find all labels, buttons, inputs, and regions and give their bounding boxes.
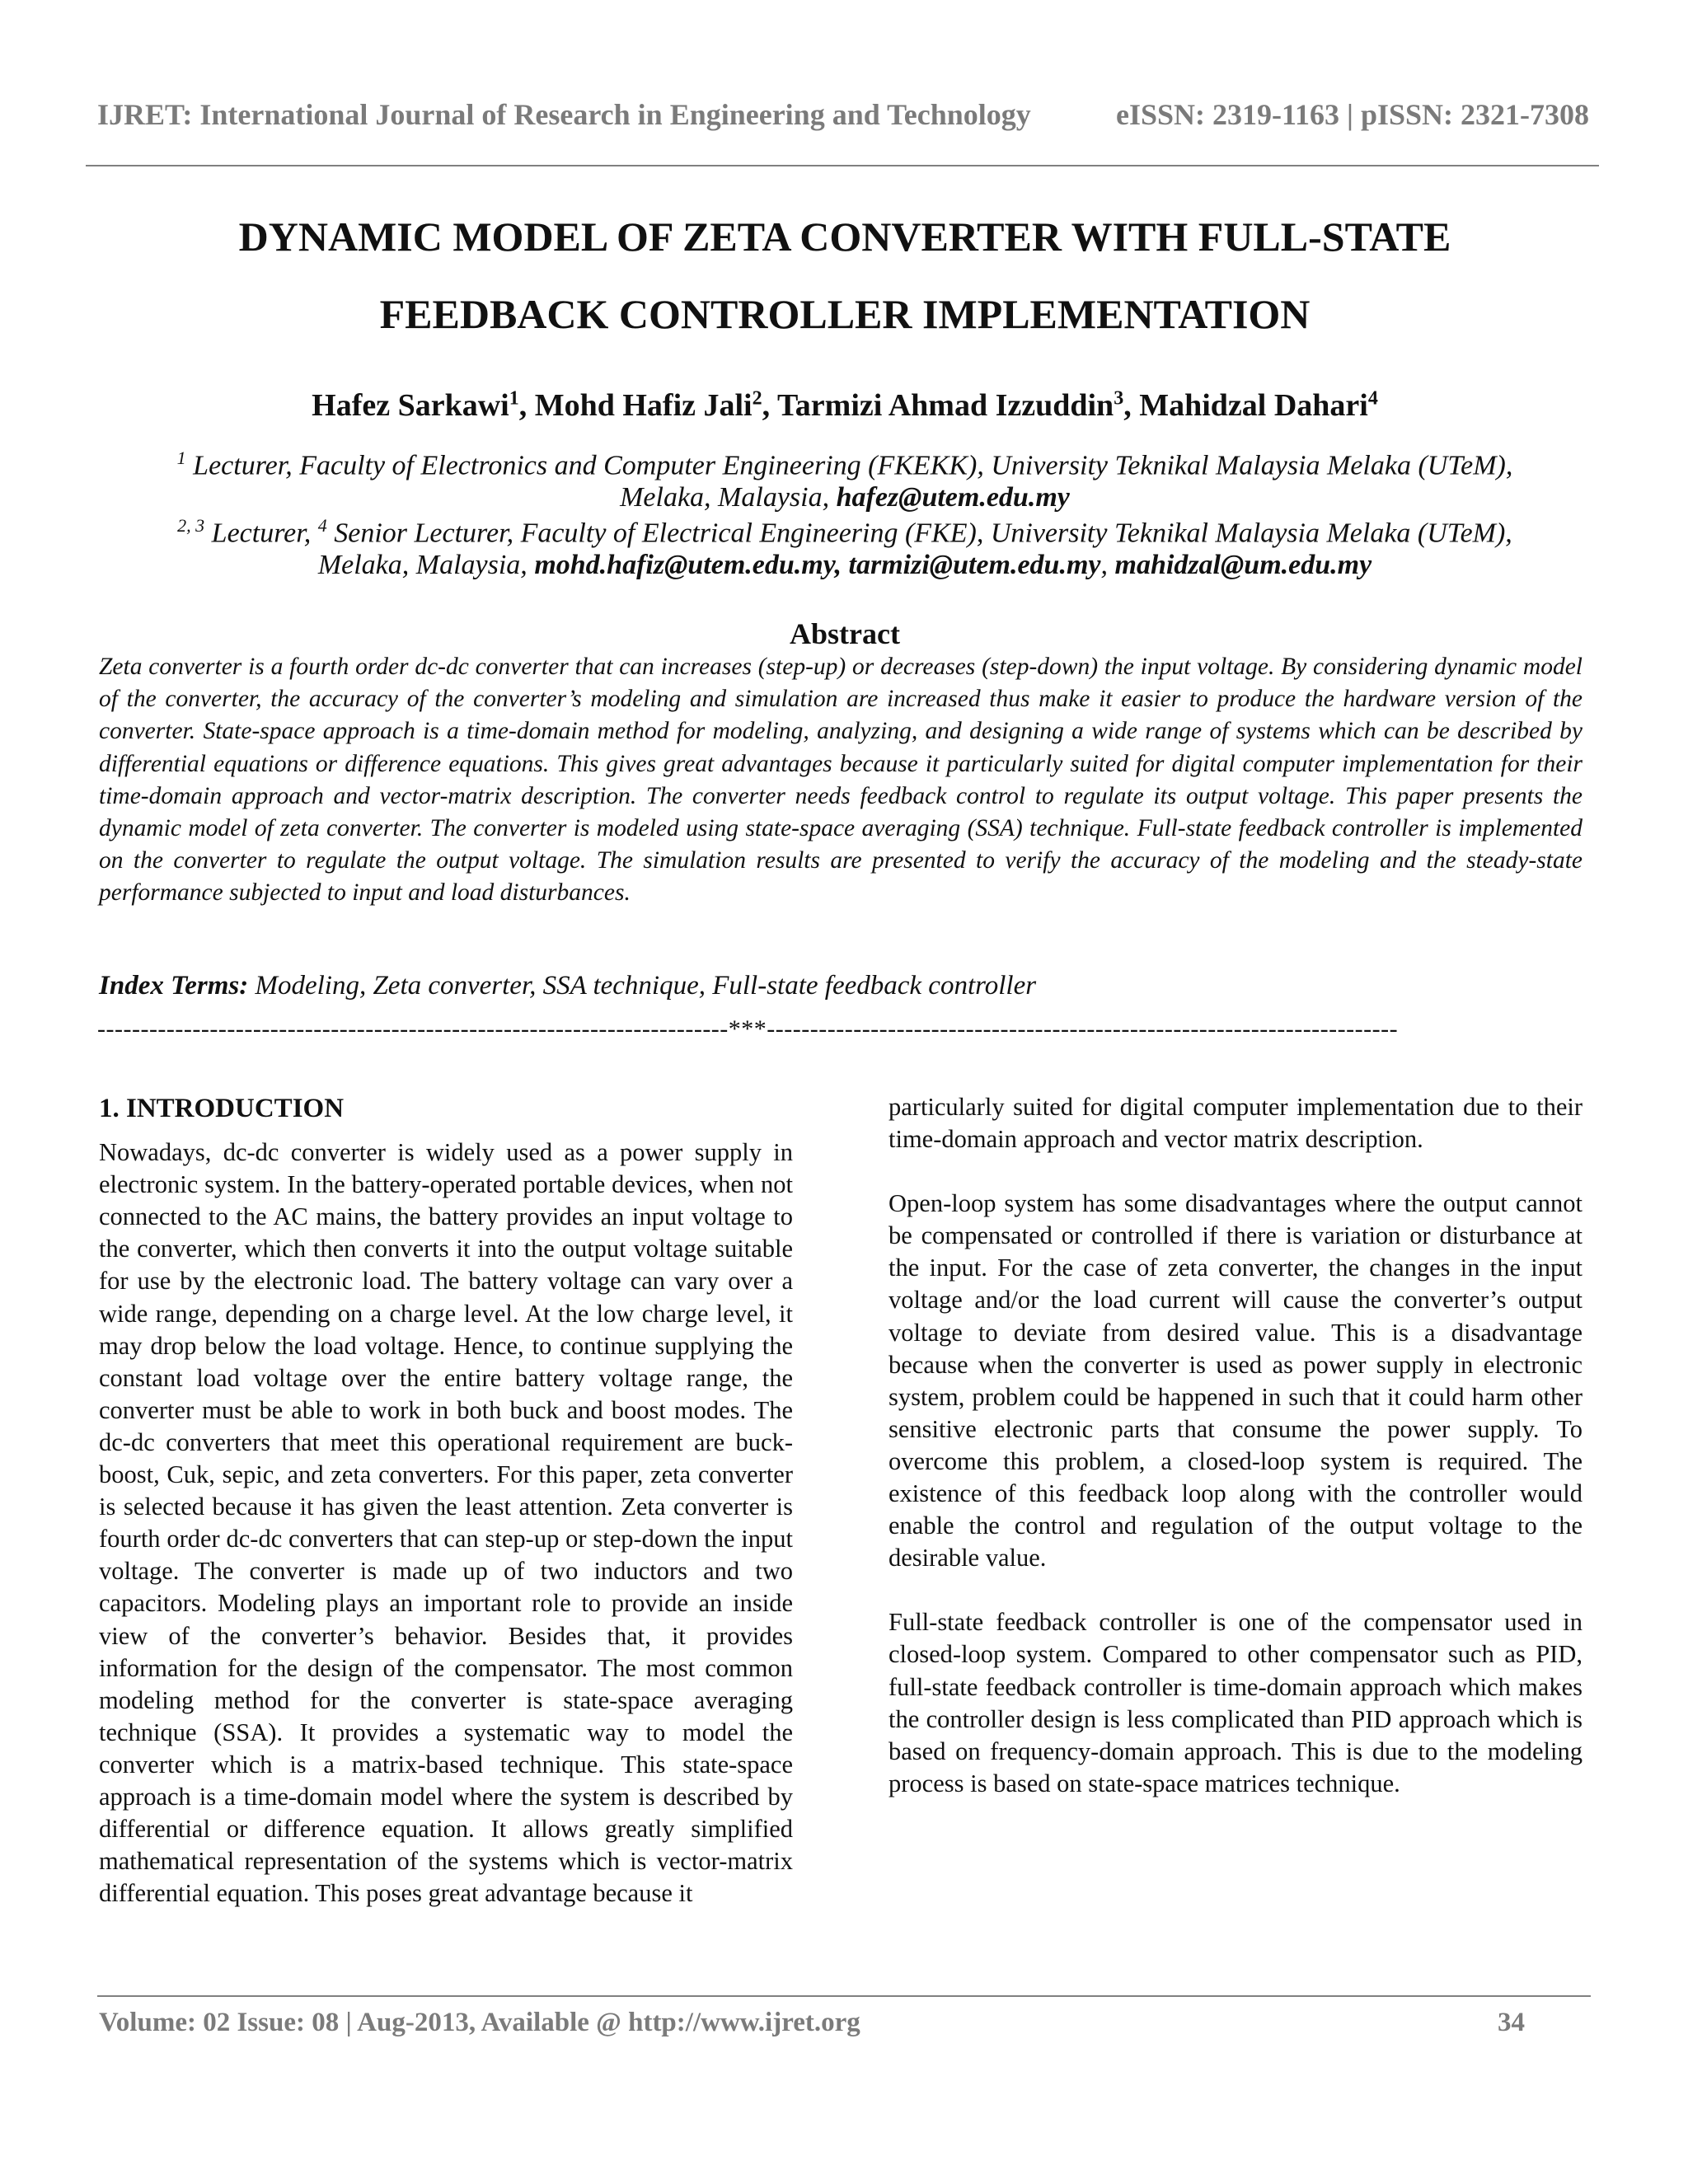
affiliation-2: $^{2, 3}$ Lecturer, $^4$ Senior Lecturer, Faculty of Electrical Engineering (FKE), University Teknikal Malaysia Melaka (UTeM), Melaka, Malaysia, mohd.hafiz@utem.edu.my, tarmizi@utem.edu.my, mahidzal@um.edu.my — [177, 515, 1512, 581]
issn-info: eISSN: 2319-1163 | pISSN: 2321-7308 — [1116, 98, 1589, 131]
section-separator: -------------------------------------------------------------------------***------------------------------------------------------------------------- — [97, 1015, 1399, 1043]
page-number: 34 — [1498, 2008, 1525, 2037]
author-name: Tarmizi Ahmad Izzuddin — [776, 388, 1114, 423]
author-name: Mahidzal Dahari — [1139, 388, 1368, 423]
footer-rule — [97, 1995, 1591, 1997]
author-name: Mohd Hafiz Jali — [534, 388, 753, 423]
right-column — [889, 1091, 1582, 1800]
email-link[interactable]: mohd.hafiz@utem.edu.my, tarmizi@utem.edu.my — [534, 550, 1101, 581]
paragraph: Full-state feedback controller is one of the compensator used in closed-loop system. Compared to other compensator such as PID, full-state feedback controller is time-domain approach which makes the controller design is less complicated than PID approach which is based on frequency-domain approach. This is due to the modeling process is based on state-space matrices technique. — [889, 1608, 1582, 1797]
affiliation-1: $^1$ Lecturer, Faculty of Electronics and Computer Engineering (FKEKK), University Teknikal Malaysia Melaka (UTeM), Melaka, Malaysia, hafez@utem.edu.my — [176, 448, 1513, 513]
author-sup: 3 — [1114, 387, 1124, 410]
author-sup: 1 — [509, 387, 519, 410]
index-terms — [99, 971, 1582, 1001]
author-sup: 4 — [1367, 387, 1378, 410]
running-header — [97, 97, 1589, 132]
left-column — [99, 1093, 793, 1910]
journal-name: IJRET: International Journal of Research in Engineering and Technology — [97, 98, 1031, 131]
section-heading: 1. INTRODUCTION — [99, 1094, 345, 1123]
email-link[interactable]: mahidzal@um.edu.my — [1114, 550, 1372, 581]
paragraph: Open-loop system has some disadvantages where the output cannot be compensated or controlled if there is variation or disturbance at the input. For the case of zeta converter, the changes in the input voltage and/or the load current will cause the converter’s output voltage to deviate from desired value. This is a disadvantage because when the converter is used as power supply in electronic system, problem could be happened in such that it could harm other sensitive electronic parts that consume the power supply. To overcome this problem, a closed-loop system is required. The existence of this feedback loop along with the controller would enable the control and regulation of the output voltage to the desirable value. — [889, 1189, 1582, 1572]
paragraph: particularly suited for digital computer implementation due to their time-domain approach and vector matrix description. — [889, 1093, 1582, 1154]
paper-title — [99, 198, 1591, 353]
title-line-2: FEEDBACK CONTROLLER IMPLEMENTATION — [379, 291, 1311, 337]
author-name: Hafez Sarkawi — [312, 388, 509, 423]
author-list: Hafez Sarkawi$^1$, Mohd Hafiz Jali$^2$, Tarmizi Ahmad Izzuddin$^3$, Mahidzal Dahari$^4$ — [312, 387, 1378, 423]
abstract-text: Zeta converter is a fourth order dc-dc converter that can increases (step-up) or decreases (step-down) the input voltage. By considering dynamic model of the converter, the accuracy of the converter’s modeling and simulation are increased thus make it easier to produce the hardware version of the converter. State-space approach is a time-domain method for modeling, analyzing, and designing a wide range of systems which can be described by differential equations or difference equations. This gives great advantages because it particularly suited for digital computer implementation for their time-domain approach and vector-matrix description. The converter needs feedback control to regulate its output voltage. This paper presents the dynamic model of zeta converter. The converter is modeled using state-space averaging (SSA) technique. Full-state feedback controller is implemented on the converter to regulate the output voltage. The simulation results are presented to verify the accuracy of the modeling and the steady-state performance subjected to input and load disturbances. — [99, 654, 1582, 907]
title-line-1: DYNAMIC MODEL OF ZETA CONVERTER WITH FULL-STATE — [238, 213, 1451, 260]
header-rule — [86, 165, 1599, 166]
paragraph: Nowadays, dc-dc converter is widely used as a power supply in electronic system. In the battery-operated portable devices, when not connected to the AC mains, the battery provides an input voltage to the converter, which then converts it into the output voltage suitable for use by the electronic load. The battery voltage can vary over a wide range, depending on a charge level. At the low charge level, it may drop below the load voltage. Hence, to continue supplying the constant load voltage over the entire battery voltage range, the converter must be able to work in both buck and boost modes. The dc-dc converters that meet this operational requirement are buck-boost, Cuk, sepic, and zeta converters. For this paper, zeta converter is selected because it has given the least attention. Zeta converter is fourth order dc-dc converters that can step-up or step-down the input voltage. The converter is made up of two inductors and two capacitors. Modeling plays an important role to provide an inside view of the converter’s behavior. Besides that, it provides information for the design of the compensator. The most common modeling method for the converter is state-space averaging technique (SSA). It provides a systematic way to model the converter which is a matrix-based technique. This state-space approach is a time-domain model where the system is described by differential or difference equation. It allows greatly simplified mathematical representation of the systems which is vector-matrix differential equation. This poses great advantage because it — [99, 1138, 793, 1908]
author-sup: 2 — [752, 387, 762, 410]
email-link[interactable]: hafez@utem.edu.my — [836, 482, 1070, 513]
abstract-heading: Abstract — [790, 617, 900, 650]
index-terms-label: Index Terms: — [99, 971, 249, 1001]
index-terms-text: Modeling, Zeta converter, SSA technique, Full-state feedback controller — [248, 971, 1037, 1001]
running-footer — [99, 2008, 1525, 2038]
volume-info: Volume: 02 Issue: 08 | Aug-2013, Available @ http://www.ijret.org — [99, 2008, 860, 2037]
